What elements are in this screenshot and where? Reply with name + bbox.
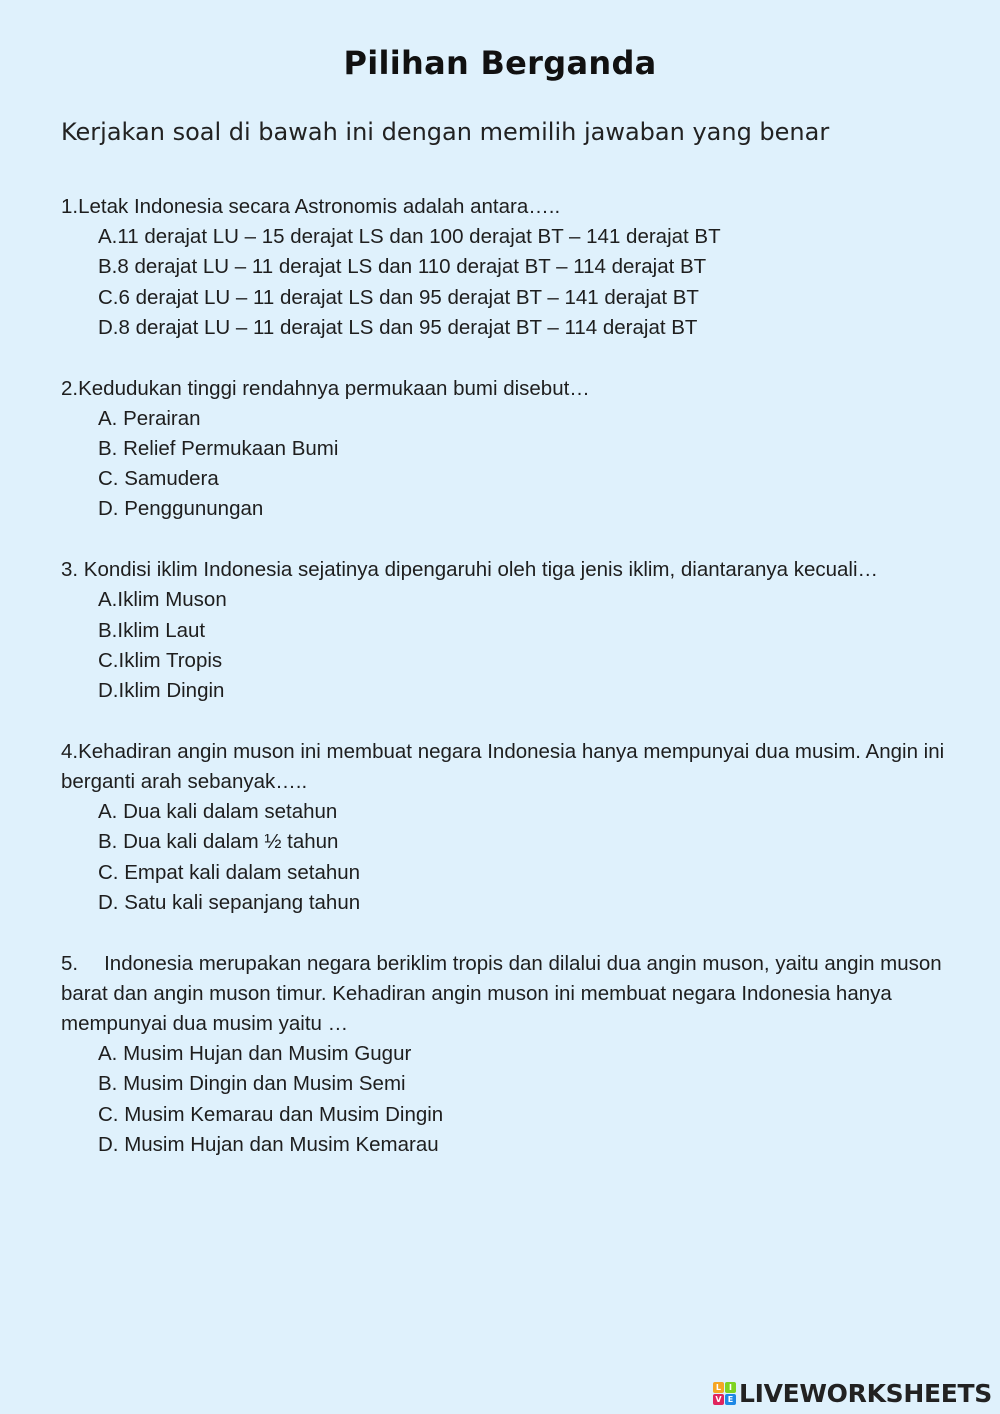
question-text: 4.Kehadiran angin muson ini membuat negara Indonesia hanya mempunyai dua musim. Angin ini berganti arah sebanyak….. — [61, 739, 945, 794]
logo-icon — [713, 1382, 736, 1405]
option-c: C. Musim Kemarau dan Musim Dingin — [98, 1102, 444, 1126]
question-2 — [61, 374, 976, 525]
option-b: B. Dua kali dalam ½ tahun — [98, 830, 339, 854]
option-d: D. Musim Hujan dan Musim Kemarau — [98, 1132, 439, 1156]
logo-letter-i: I — [725, 1382, 736, 1393]
option-a: A. Perairan — [98, 406, 201, 430]
option-a: A.11 derajat LU – 15 derajat LS dan 100 derajat BT – 141 derajat BT — [98, 225, 721, 249]
liveworksheets-logo — [713, 1379, 992, 1408]
option-list — [61, 1039, 976, 1160]
option-d: D. Penggunungan — [98, 497, 264, 521]
question-text: 2.Kedudukan tinggi rendahnya permukaan bumi disebut… — [61, 376, 590, 400]
option-c: C. Empat kali dalam setahun — [98, 860, 361, 884]
question-text: 3. Kondisi iklim Indonesia sejatinya dipengaruhi oleh tiga jenis iklim, diantaranya kecuali… — [61, 558, 879, 582]
option-b: B.8 derajat LU – 11 derajat LS dan 110 derajat BT – 114 derajat BT — [98, 255, 707, 279]
option-b: B.Iklim Laut — [98, 618, 206, 642]
option-b: B. Musim Dingin dan Musim Semi — [98, 1072, 406, 1096]
option-a: A. Musim Hujan dan Musim Gugur — [98, 1042, 412, 1066]
question-list — [61, 192, 976, 1191]
option-b: B. Relief Permukaan Bumi — [98, 437, 339, 461]
logo-letter-v: V — [713, 1394, 724, 1405]
option-c: C.Iklim Tropis — [98, 648, 223, 672]
logo-letter-e: E — [725, 1394, 736, 1405]
question-text — [61, 949, 976, 1040]
page-title: Pilihan Berganda — [343, 44, 657, 82]
question-body: Indonesia merupakan negara beriklim tropis dan dilalui dua angin muson, yaitu angin muson barat dan angin muson timur. Kehadiran angin muson ini membuat negara Indonesia hanya mempunyai dua musim yaitu … — [61, 951, 942, 1036]
question-4 — [61, 737, 976, 918]
question-3 — [61, 555, 976, 706]
option-c: C. Samudera — [98, 467, 219, 491]
logo-letter-l: L — [713, 1382, 724, 1393]
option-list — [61, 585, 976, 706]
option-d: D.Iklim Dingin — [98, 679, 225, 703]
question-number: 5. — [61, 951, 79, 975]
option-c: C.6 derajat LU – 11 derajat LS dan 95 derajat BT – 141 derajat BT — [98, 285, 699, 309]
option-d: D.8 derajat LU – 11 derajat LS dan 95 derajat BT – 114 derajat BT — [98, 315, 698, 339]
question-5 — [61, 949, 976, 1160]
option-a: A.Iklim Muson — [98, 588, 227, 612]
question-text: 1.Letak Indonesia secara Astronomis adalah antara….. — [61, 195, 561, 218]
option-list — [61, 222, 976, 343]
option-list — [61, 797, 976, 918]
option-list — [61, 404, 976, 525]
question-1 — [61, 192, 976, 343]
option-d: D. Satu kali sepanjang tahun — [98, 890, 361, 914]
option-a: A. Dua kali dalam setahun — [98, 800, 338, 824]
logo-text: LIVEWORKSHEETS — [738, 1379, 992, 1408]
instruction-text: Kerjakan soal di bawah ini dengan memilih jawaban yang benar — [61, 118, 830, 146]
